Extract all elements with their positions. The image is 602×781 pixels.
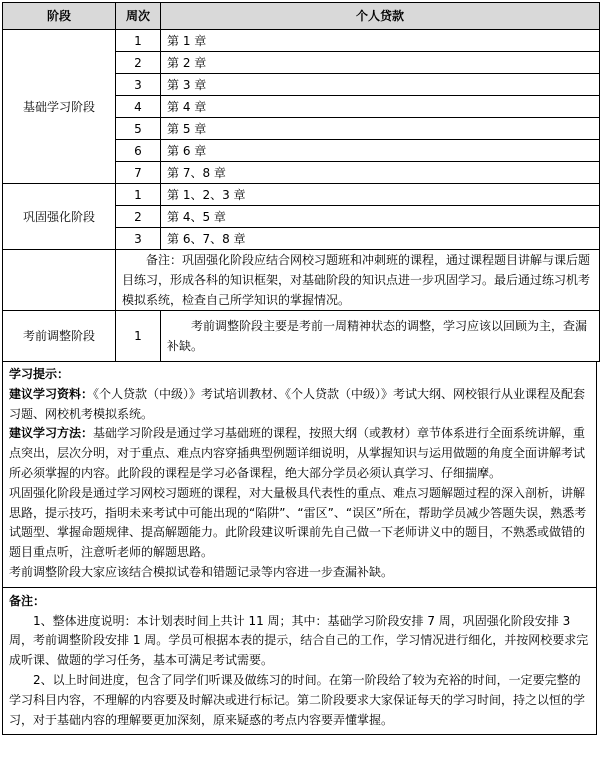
empty-cell [3, 250, 116, 311]
tips-title: 学习提示： [9, 367, 70, 381]
week-cell: 6 [116, 140, 161, 162]
methods-text: 基础学习阶段是通过学习基础班的课程，按照大纲（或教材）章节体系进行全面系统讲解，重点突出，层次分明，对于重点、难点内容穿插典型例题详细说明，从掌握知识与运用做题的角度全面讲解考试所必须掌握的内容。此阶段的课程是学习必备课程，绝大部分学员必须认真学习、仔细揣摩。 [9, 426, 586, 480]
methods-label: 建议学习方法： [9, 426, 94, 441]
stage2-note: 备注：巩固强化阶段应结合网校习题班和冲刺班的课程，通过课程题目讲解与课后题目练习，形成各科的知识框架，对基础阶段的知识点进一步巩固学习。最后通过练习机考模拟系统，检查自己所学知识的掌握情况。 [116, 250, 600, 311]
chapter-cell: 第 6 章 [161, 140, 600, 162]
header-stage: 阶段 [3, 3, 116, 30]
chapter-cell: 第 1、2、3 章 [161, 184, 600, 206]
chapter-cell: 第 1 章 [161, 30, 600, 52]
remarks-item-2: 2、以上时间进度，包含了同学们听课及做练习的时间。在第一阶段给了较为充裕的时间，一定要完整的学习科目内容，不理解的内容要及时解决或进行标记。第二阶段要求大家保证每天的学习时间，持之以恒的学习，对于基础内容的理解要更加深刻，原来疑惑的考点内容要弄懂掌握。 [9, 672, 586, 727]
stage-name-final: 考前调整阶段 [3, 311, 116, 362]
week-cell: 4 [116, 96, 161, 118]
week-cell: 2 [116, 206, 161, 228]
week-cell: 1 [116, 184, 161, 206]
stage-name-consolidate: 巩固强化阶段 [3, 184, 116, 250]
chapter-cell: 第 3 章 [161, 74, 600, 96]
chapter-cell: 第 4 章 [161, 96, 600, 118]
tips-consolidate: 巩固强化阶段是通过学习网校习题班的课程，对大量极具代表性的重点、难点习题解题过程的深入剖析，讲解思路，提示技巧，指明未来考试中可能出现的“陷阱”、“雷区”、“误区”所在，帮助学员减少答题失误，熟悉考试题型、掌握命题规律、提高解题能力。此阶段建议听课前先自己做一下老师讲义中的题目，不熟悉或做错的题目重点听，注意听老师的解题思路。 [9, 485, 587, 560]
study-tips-section [2, 362, 597, 588]
chapter-cell: 第 6、7、8 章 [161, 228, 600, 250]
week-cell: 1 [116, 311, 161, 362]
stage-name-basic: 基础学习阶段 [3, 30, 116, 184]
table-row [3, 184, 600, 206]
stage3-content: 考前调整阶段主要是考前一周精神状态的调整，学习应该以回顾为主，查漏补缺。 [161, 311, 600, 362]
chapter-cell: 第 4、5 章 [161, 206, 600, 228]
tips-final: 考前调整阶段大家应该结合模拟试卷和错题记录等内容进一步查漏补缺。 [9, 564, 394, 579]
week-cell: 2 [116, 52, 161, 74]
table-row [3, 30, 600, 52]
week-cell: 5 [116, 118, 161, 140]
remarks-section [2, 588, 597, 736]
materials-text: 《个人贷款（中级）》考试培训教材、《个人贷款（中级）》考试大纲、网校银行从业课程及配套习题、网校机考模拟系统。 [9, 386, 586, 421]
week-cell: 7 [116, 162, 161, 184]
table-header-row [3, 3, 600, 30]
tips-materials [9, 385, 592, 425]
study-plan-document [2, 2, 599, 735]
week-cell: 3 [116, 74, 161, 96]
week-cell: 1 [116, 30, 161, 52]
tips-methods [9, 424, 592, 483]
materials-label: 建议学习资料： [9, 386, 94, 401]
remarks-item-1: 1、整体进度说明：本计划表时间上共计 11 周；其中：基础学习阶段安排 7 周，巩固强化阶段安排 3 周，考前调整阶段安排 1 周。学员可根据本表的提示，结合自己的工作，学习情况进行细化，并按网校要求完成听课、做题的学习任务，基本可满足考试需要。 [9, 613, 589, 668]
chapter-cell: 第 2 章 [161, 52, 600, 74]
header-subject: 个人贷款 [161, 3, 600, 30]
chapter-cell: 第 7、8 章 [161, 162, 600, 184]
table-row [3, 311, 600, 362]
remarks-title: 备注： [9, 593, 46, 608]
header-week: 周次 [116, 3, 161, 30]
table-row-note [3, 250, 600, 311]
chapter-cell: 第 5 章 [161, 118, 600, 140]
study-plan-table [2, 2, 600, 362]
week-cell: 3 [116, 228, 161, 250]
